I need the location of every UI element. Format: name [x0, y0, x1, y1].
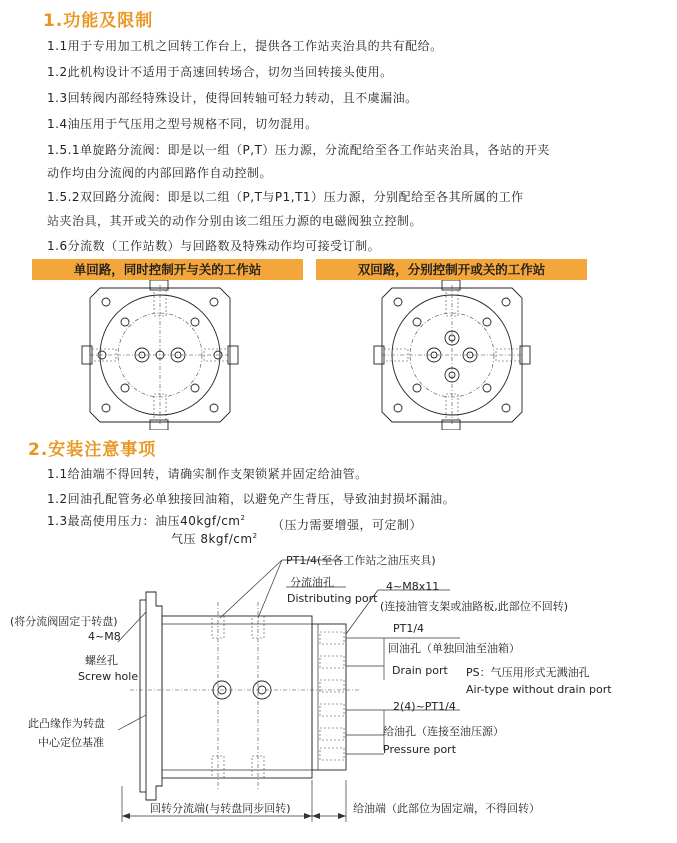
- section1-item: 1.2此机构设计不适用于高速回转场合，切勿当回转接头使用。: [47, 65, 393, 79]
- section1-title: 1.功能及限制: [43, 11, 154, 31]
- rotate-end-label: 回转分流端(与转盘同步回转): [150, 802, 291, 815]
- section2-item: 1.2回油孔配管务必单独接回油箱，以避免产生背压，导致油封损坏漏油。: [47, 492, 456, 506]
- section1-item: 1.4油压用于气压用之型号规格不同，切勿混用。: [47, 117, 318, 131]
- press-en-label: Pressure port: [383, 743, 457, 756]
- distrib-en-label: Distributing port: [287, 592, 378, 605]
- section1-item: 1.5.1单旋路分流阀：即是以一组（P,T）压力源，分流配给至各工作站夹治具，各站的开夹: [47, 143, 550, 157]
- drain-en-label: Drain port: [392, 664, 448, 677]
- flange-note-1: 此凸缘作为转盘: [28, 717, 105, 730]
- drain-cn-label: 回油孔（单独回油至油箱）: [388, 642, 520, 655]
- m8-label: 4~M8: [88, 630, 121, 643]
- screw-cn-label: 螺丝孔: [85, 654, 118, 667]
- m8x11-note: (连接油管支架或油路板,此部位不回转): [380, 600, 569, 613]
- flange-note-2: 中心定位基准: [38, 736, 104, 749]
- section2-title: 2.安装注意事项: [28, 440, 157, 460]
- pt14-press-label: 2(4)~PT1/4: [393, 700, 456, 713]
- distrib-cn-label: 分流油孔: [290, 576, 334, 589]
- dual-circuit-valve-drawing: [362, 280, 542, 430]
- section1-item: 1.5.2双回路分流阀：即是以二组（P,T与P1,T1）压力源，分别配给至各其所属的工作: [47, 190, 524, 204]
- screw-en-label: Screw hole: [78, 670, 139, 683]
- section1-item: 1.3回转阀内部经特殊设计，使得回转轴可轻力转动，且不虞漏油。: [47, 91, 418, 105]
- ps-en-note: Air-type without drain port: [466, 683, 612, 696]
- section1-item: 1.1用于专用加工机之回转工作台上，提供各工作站夹治具的共有配给。: [47, 39, 443, 53]
- section1-item: 站夹治具，其开或关的动作分别由该二组压力源的电磁阀独立控制。: [47, 214, 423, 228]
- section1-item: 动作均由分流阀的内部回路作自动控制。: [47, 166, 273, 180]
- pressure-air: 气压 $8kgf/cm^2$: [171, 532, 258, 546]
- fixed-end-label: 给油端（此部位为固定端，不得回转）: [353, 802, 540, 815]
- ps-note: PS：气压用形式无溅油孔: [466, 666, 590, 679]
- section1-item: 1.6分流数（工作站数）与回路数及特殊动作均可接受订制。: [47, 239, 381, 253]
- pressure-oil: 1.3最高使用压力：油压$40kgf/cm^2$: [47, 514, 246, 528]
- pressure-note: （压力需要增强，可定制）: [272, 518, 423, 532]
- single-circuit-valve-drawing: [70, 280, 250, 430]
- m8x11-label: 4~M8x11: [386, 580, 440, 593]
- press-cn-label: 给油孔（连接至油压源）: [383, 725, 504, 738]
- fix-note: (将分流阀固定于转盘): [10, 615, 118, 628]
- pt14-drain-label: PT1/4: [393, 622, 425, 635]
- band-single-circuit: 单回路，同时控制开与关的工作站: [32, 259, 303, 280]
- pt14-top-label: PT1/4(至各工作站之油压夹具): [286, 554, 436, 567]
- section2-item: 1.1给油端不得回转，请确实制作支架锁紧并固定给油管。: [47, 467, 368, 481]
- band-dual-circuit: 双回路，分别控制开或关的工作站: [316, 259, 587, 280]
